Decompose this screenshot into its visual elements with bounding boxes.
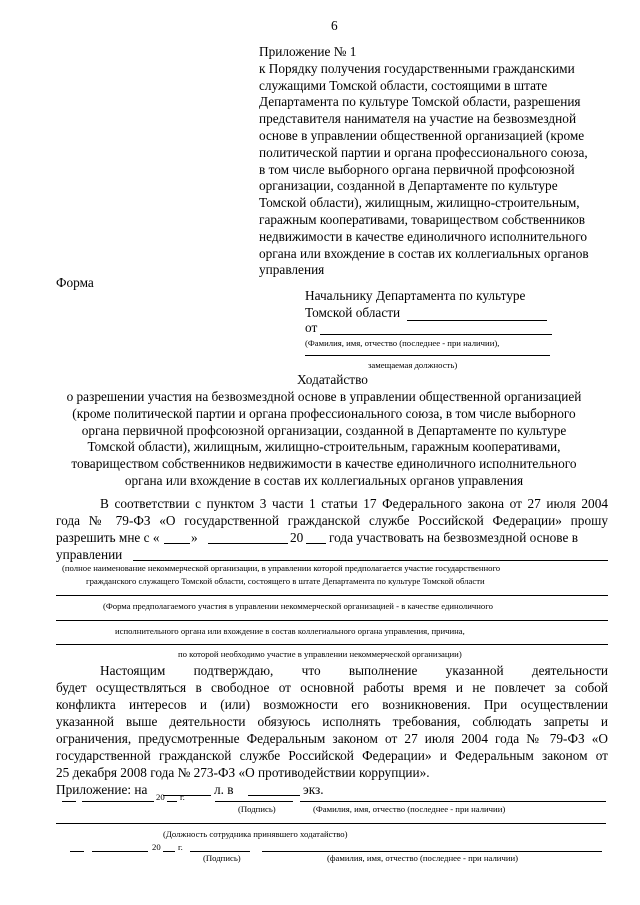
month-line <box>208 543 288 544</box>
receiver-hint: (Должность сотрудника принявшего ходатайство) <box>163 829 348 839</box>
form-line-2 <box>56 644 608 645</box>
body2-line-5: ограничения, предусмотренные Федеральным законом от 27 июля 2004 года № 79-ФЗ «О <box>56 731 608 746</box>
body2-line-6: государственной гражданской службе Российской Федерации» и Федеральным законом от <box>56 748 608 763</box>
subject-line: Томской области), жилищным, жилищно-строительным, гаражным кооперативами, <box>87 439 561 455</box>
sign2-day-line <box>70 851 84 852</box>
sign2-signature-hint: (Подпись) <box>203 853 241 863</box>
sign2-year-line <box>163 851 175 852</box>
attachment-copies: экз. <box>303 782 324 797</box>
appendix-line: Томской области), жилищным, жилищно-строительным, <box>259 195 580 211</box>
appendix-line: Приложение № 1 <box>259 44 357 59</box>
body2-line-3: конфликта интересов и (или) возможности его возникновения. При осуществлении <box>56 697 608 712</box>
sign2-signature-line <box>190 851 250 852</box>
appendix-line: в том числе выборного органа первичной профсоюзной <box>259 161 575 177</box>
sign1-signature-line <box>215 801 293 802</box>
sign1-month-line <box>82 801 154 802</box>
sign1-fio-line <box>300 801 606 802</box>
sign1-year: 20 <box>156 792 165 802</box>
document-title: Ходатайство <box>297 372 368 387</box>
subject-line: органа или вхождение в состав их коллегиальных органов управления <box>124 472 524 488</box>
subject-line: органа первичной профсоюзной организации, созданной в Департаменте по культуре <box>81 422 567 438</box>
day-line <box>164 543 190 544</box>
sign2-year: 20 <box>152 842 161 852</box>
body2-line-2: будет осуществляться в свободное от основной работы время и не повлечет за собой <box>56 680 608 695</box>
form-hint-1: (Форма предполагаемого участия в управлении некоммерческой организацией - в качестве единоличного <box>103 601 493 611</box>
addressee-from: от <box>305 320 318 335</box>
pages-line <box>163 795 211 796</box>
body2-line-4: указанной выше деятельности обязуюсь исполнять требования, соблюдать запреты и <box>56 714 608 729</box>
form-line-1 <box>56 620 608 621</box>
sign1-g: г. <box>180 792 185 802</box>
body2-line-7: 25 декабря 2008 года № 273-ФЗ «О противодействии коррупции». <box>56 765 430 780</box>
addressee-name-line <box>407 320 547 321</box>
subject-line: о разрешении участия на безвозмездной основе в управлении общественной организацией <box>66 389 582 404</box>
sign1-signature-hint: (Подпись) <box>238 804 276 814</box>
body1-line-3-b: » <box>191 530 198 545</box>
addressee-line-2: Томской области <box>305 305 401 320</box>
appendix-line: основе в управлении общественной организацией (кроме <box>259 127 585 143</box>
addressee-line-1: Начальнику Департамента по культуре <box>305 288 526 303</box>
sign1-year-line <box>167 801 177 802</box>
appendix-line: Департамента по культуре Томской области, разрешения <box>259 94 581 110</box>
subject-block <box>20 389 628 490</box>
sign1-fio-hint: (Фамилия, имя, отчество (последнее - при наличии) <box>313 804 506 814</box>
appendix-line: политической партии и органа профессионального союза, <box>259 144 588 160</box>
year-line <box>306 543 326 544</box>
receiver-line <box>56 823 606 824</box>
body1-line-1: В соответствии с пунктом 3 части 1 статьи 17 Федерального закона от 27 июля 2004 <box>100 496 608 511</box>
position-line <box>305 355 550 356</box>
management-line <box>133 560 608 561</box>
appendix-line: недвижимости в качестве единоличного исполнительного <box>259 228 588 244</box>
sign2-g: г. <box>178 842 183 852</box>
body1-line-3-a: разрешить мне с « <box>56 530 160 545</box>
body1-line-3-d: года участвовать на безвозмездной основе в <box>329 530 578 545</box>
body1-line-2: года № 79-ФЗ «О государственной гражданской службе Российской Федерации» прошу <box>56 513 608 528</box>
appendix-line: органа или вхождение в состав их коллегиальных органов <box>259 245 589 261</box>
position-hint: замещаемая должность) <box>368 360 458 370</box>
appendix-line: организации, созданной в Департаменте по культуре <box>259 178 558 194</box>
org-line <box>56 595 608 596</box>
body2-line-1: Настоящим подтверждаю, что выполнение указанной деятельности <box>100 663 608 678</box>
sign2-month-line <box>92 851 148 852</box>
body1-line-3-c: 20 <box>290 530 304 545</box>
org-hint-1: (полное наименование некоммерческой организации, в управлении которой предполагается участие государственного <box>62 563 501 573</box>
copies-line <box>248 795 300 796</box>
subject-line: (кроме политической партии и органа профессионального союза, в том числе выборного <box>72 405 576 421</box>
form-hint-3: по которой необходимо участие в управлении некоммерческой организации) <box>178 649 462 659</box>
form-label: Форма <box>56 275 94 290</box>
attachment-label: Приложение: на <box>56 782 148 797</box>
from-line <box>320 334 552 335</box>
appendix-header <box>259 44 619 279</box>
body1-line-4: управлении <box>56 547 123 562</box>
page-number: 6 <box>331 18 338 33</box>
appendix-line: служащими Томской области, состоящими в штате <box>259 77 548 93</box>
appendix-line: к Порядку получения государственными гражданскими <box>259 60 575 76</box>
appendix-line: управления <box>259 262 325 278</box>
attachment-pages: л. в <box>214 782 234 797</box>
appendix-line: гаражным кооперативами, товариществом собственников <box>259 211 586 227</box>
sign1-day-line <box>62 801 76 802</box>
appendix-line: представителя нанимателя на участие на безвозмездной <box>259 111 577 127</box>
org-hint-2: гражданского служащего Томской области, состоящего в штате Департамента по культуре Томской области <box>86 576 485 586</box>
fio-hint: (Фамилия, имя, отчество (последнее - при наличии), <box>305 338 500 348</box>
sign2-fio-hint: (фамилия, имя, отчество (последнее - при наличии) <box>327 853 519 863</box>
subject-line: товариществом собственников недвижимости в качестве единоличного исполнительного <box>71 456 577 472</box>
form-hint-2: исполнительного органа или вхождение в состав коллегиального органа управления, причина, <box>115 626 465 636</box>
sign2-fio-line <box>262 851 602 852</box>
